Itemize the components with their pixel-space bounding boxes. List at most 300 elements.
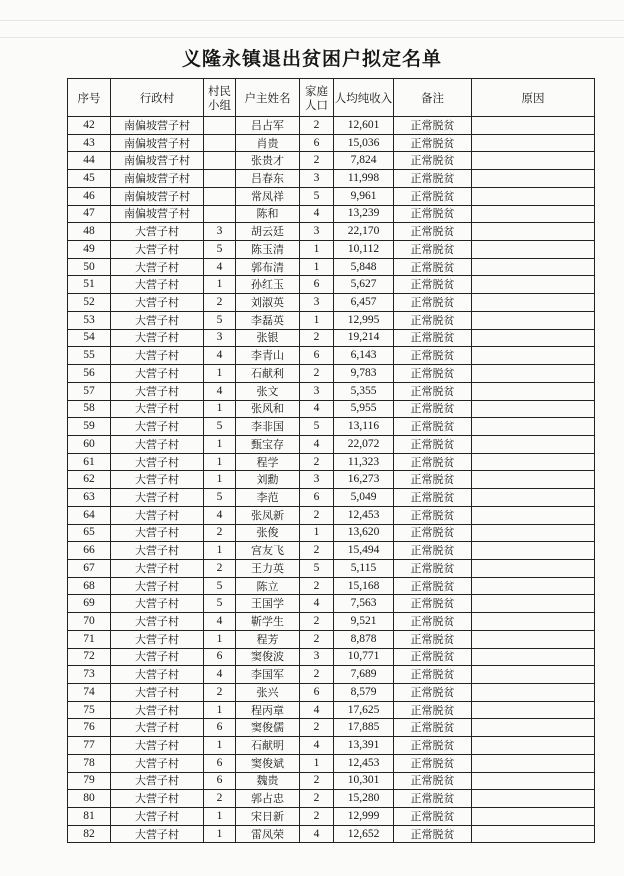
cell-income: 9,783	[334, 365, 394, 383]
cell-serial: 57	[68, 382, 111, 400]
cell-group: 5	[204, 595, 236, 613]
table-row	[68, 772, 595, 790]
cell-reason	[472, 418, 595, 436]
cell-reason	[472, 258, 595, 276]
cell-remark: 正常脱贫	[394, 559, 472, 577]
cell-village: 大营子村	[111, 825, 204, 843]
cell-family-size: 4	[300, 400, 334, 418]
cell-household-head: 吕春东	[236, 170, 300, 188]
cell-reason	[472, 223, 595, 241]
cell-village: 大营子村	[111, 808, 204, 826]
table-row	[68, 471, 595, 489]
cell-reason	[472, 276, 595, 294]
cell-income: 15,494	[334, 542, 394, 560]
cell-village: 大营子村	[111, 276, 204, 294]
cell-village: 大营子村	[111, 294, 204, 312]
cell-remark: 正常脱贫	[394, 542, 472, 560]
cell-family-size: 3	[300, 471, 334, 489]
cell-village: 大营子村	[111, 329, 204, 347]
cell-serial: 51	[68, 276, 111, 294]
cell-serial: 76	[68, 719, 111, 737]
cell-income: 17,885	[334, 719, 394, 737]
cell-household-head: 常凤祥	[236, 187, 300, 205]
cell-group: 6	[204, 648, 236, 666]
cell-group: 1	[204, 400, 236, 418]
cell-serial: 72	[68, 648, 111, 666]
cell-group: 1	[204, 542, 236, 560]
cell-family-size: 1	[300, 754, 334, 772]
cell-serial: 69	[68, 595, 111, 613]
cell-village: 大营子村	[111, 223, 204, 241]
cell-village: 南偏坡营子村	[111, 170, 204, 188]
cell-household-head: 孙红玉	[236, 276, 300, 294]
cell-household-head: 程学	[236, 453, 300, 471]
cell-reason	[472, 205, 595, 223]
cell-serial: 42	[68, 117, 111, 135]
cell-serial: 53	[68, 311, 111, 329]
cell-household-head: 甄宝存	[236, 435, 300, 453]
scan-artifact	[0, 20, 624, 21]
cell-family-size: 6	[300, 276, 334, 294]
cell-family-size: 2	[300, 613, 334, 631]
cell-group: 5	[204, 418, 236, 436]
cell-serial: 44	[68, 152, 111, 170]
cell-reason	[472, 772, 595, 790]
cell-household-head: 刘淑英	[236, 294, 300, 312]
cell-household-head: 郭占忠	[236, 790, 300, 808]
table-row	[68, 506, 595, 524]
cell-family-size: 4	[300, 205, 334, 223]
cell-reason	[472, 666, 595, 684]
cell-group: 1	[204, 808, 236, 826]
cell-household-head: 李青山	[236, 347, 300, 365]
cell-group: 3	[204, 223, 236, 241]
poverty-exit-table	[67, 78, 595, 843]
cell-family-size: 2	[300, 719, 334, 737]
cell-reason	[472, 701, 595, 719]
cell-remark: 正常脱贫	[394, 205, 472, 223]
cell-income: 17,625	[334, 701, 394, 719]
cell-reason	[472, 453, 595, 471]
cell-remark: 正常脱贫	[394, 701, 472, 719]
cell-remark: 正常脱贫	[394, 489, 472, 507]
cell-group: 1	[204, 435, 236, 453]
cell-remark: 正常脱贫	[394, 577, 472, 595]
cell-group: 4	[204, 347, 236, 365]
cell-reason	[472, 577, 595, 595]
cell-remark: 正常脱贫	[394, 772, 472, 790]
cell-serial: 74	[68, 684, 111, 702]
cell-household-head: 李国军	[236, 666, 300, 684]
cell-household-head: 张俊	[236, 524, 300, 542]
cell-income: 5,627	[334, 276, 394, 294]
cell-household-head: 窦俊波	[236, 648, 300, 666]
cell-income: 16,273	[334, 471, 394, 489]
cell-village: 南偏坡营子村	[111, 187, 204, 205]
cell-household-head: 张贵才	[236, 152, 300, 170]
table-row	[68, 382, 595, 400]
cell-village: 大营子村	[111, 347, 204, 365]
cell-household-head: 陈和	[236, 205, 300, 223]
cell-reason	[472, 471, 595, 489]
cell-income: 15,036	[334, 134, 394, 152]
cell-income: 7,563	[334, 595, 394, 613]
cell-reason	[472, 684, 595, 702]
cell-income: 8,579	[334, 684, 394, 702]
cell-household-head: 窦俊儒	[236, 719, 300, 737]
cell-income: 5,115	[334, 559, 394, 577]
cell-group: 5	[204, 489, 236, 507]
table-row	[68, 666, 595, 684]
table-row	[68, 577, 595, 595]
cell-group: 5	[204, 241, 236, 259]
cell-group: 1	[204, 701, 236, 719]
cell-remark: 正常脱贫	[394, 808, 472, 826]
cell-village: 大营子村	[111, 471, 204, 489]
cell-family-size: 3	[300, 648, 334, 666]
cell-village: 南偏坡营子村	[111, 134, 204, 152]
cell-village: 大营子村	[111, 684, 204, 702]
cell-remark: 正常脱贫	[394, 435, 472, 453]
cell-reason	[472, 134, 595, 152]
cell-village: 大营子村	[111, 365, 204, 383]
header-income: 人均纯收入	[334, 79, 394, 117]
cell-remark: 正常脱贫	[394, 754, 472, 772]
table-row	[68, 648, 595, 666]
cell-group	[204, 152, 236, 170]
cell-reason	[472, 117, 595, 135]
table-row	[68, 276, 595, 294]
cell-serial: 78	[68, 754, 111, 772]
cell-income: 12,995	[334, 311, 394, 329]
cell-village: 南偏坡营子村	[111, 205, 204, 223]
cell-household-head: 肖贵	[236, 134, 300, 152]
cell-family-size: 2	[300, 666, 334, 684]
cell-remark: 正常脱贫	[394, 258, 472, 276]
cell-income: 10,301	[334, 772, 394, 790]
table-row	[68, 134, 595, 152]
cell-family-size: 2	[300, 365, 334, 383]
cell-reason	[472, 187, 595, 205]
cell-income: 11,323	[334, 453, 394, 471]
cell-household-head: 李磊英	[236, 311, 300, 329]
cell-remark: 正常脱贫	[394, 666, 472, 684]
cell-village: 大营子村	[111, 559, 204, 577]
cell-family-size: 2	[300, 329, 334, 347]
cell-serial: 79	[68, 772, 111, 790]
cell-village: 大营子村	[111, 613, 204, 631]
header-village: 行政村	[111, 79, 204, 117]
cell-household-head: 宫友飞	[236, 542, 300, 560]
table-row	[68, 329, 595, 347]
header-group: 村民小组	[204, 79, 236, 117]
cell-serial: 80	[68, 790, 111, 808]
cell-village: 南偏坡营子村	[111, 152, 204, 170]
cell-village: 南偏坡营子村	[111, 117, 204, 135]
cell-village: 大营子村	[111, 542, 204, 560]
cell-village: 大营子村	[111, 719, 204, 737]
cell-income: 10,771	[334, 648, 394, 666]
cell-serial: 46	[68, 187, 111, 205]
table-row	[68, 808, 595, 826]
cell-income: 9,961	[334, 187, 394, 205]
table-row	[68, 825, 595, 843]
table-row	[68, 559, 595, 577]
cell-family-size: 1	[300, 524, 334, 542]
cell-remark: 正常脱贫	[394, 294, 472, 312]
cell-serial: 45	[68, 170, 111, 188]
cell-village: 大营子村	[111, 258, 204, 276]
cell-household-head: 张风和	[236, 400, 300, 418]
table-row	[68, 400, 595, 418]
cell-remark: 正常脱贫	[394, 790, 472, 808]
cell-reason	[472, 311, 595, 329]
cell-serial: 56	[68, 365, 111, 383]
cell-reason	[472, 170, 595, 188]
cell-family-size: 5	[300, 418, 334, 436]
cell-family-size: 3	[300, 223, 334, 241]
cell-village: 大营子村	[111, 524, 204, 542]
cell-serial: 52	[68, 294, 111, 312]
cell-income: 7,824	[334, 152, 394, 170]
cell-serial: 70	[68, 613, 111, 631]
cell-family-size: 3	[300, 294, 334, 312]
cell-household-head: 石献利	[236, 365, 300, 383]
cell-income: 11,998	[334, 170, 394, 188]
cell-household-head: 陈玉清	[236, 241, 300, 259]
cell-remark: 正常脱贫	[394, 311, 472, 329]
cell-family-size: 3	[300, 382, 334, 400]
cell-group: 2	[204, 790, 236, 808]
cell-reason	[472, 825, 595, 843]
cell-income: 15,168	[334, 577, 394, 595]
cell-household-head: 程芳	[236, 630, 300, 648]
table-row	[68, 754, 595, 772]
cell-remark: 正常脱贫	[394, 825, 472, 843]
cell-household-head: 王国学	[236, 595, 300, 613]
cell-household-head: 魏贵	[236, 772, 300, 790]
cell-serial: 50	[68, 258, 111, 276]
cell-reason	[472, 719, 595, 737]
cell-group: 2	[204, 559, 236, 577]
cell-remark: 正常脱贫	[394, 241, 472, 259]
cell-serial: 47	[68, 205, 111, 223]
cell-remark: 正常脱贫	[394, 329, 472, 347]
cell-income: 6,457	[334, 294, 394, 312]
cell-reason	[472, 754, 595, 772]
cell-serial: 67	[68, 559, 111, 577]
cell-group: 6	[204, 772, 236, 790]
table-row	[68, 205, 595, 223]
cell-family-size: 1	[300, 241, 334, 259]
cell-reason	[472, 382, 595, 400]
cell-family-size: 2	[300, 542, 334, 560]
cell-income: 12,601	[334, 117, 394, 135]
cell-household-head: 陈立	[236, 577, 300, 595]
cell-reason	[472, 524, 595, 542]
cell-household-head: 张兴	[236, 684, 300, 702]
cell-village: 大营子村	[111, 737, 204, 755]
cell-income: 6,143	[334, 347, 394, 365]
cell-remark: 正常脱贫	[394, 719, 472, 737]
cell-family-size: 4	[300, 595, 334, 613]
table-row	[68, 595, 595, 613]
cell-group: 2	[204, 684, 236, 702]
cell-serial: 48	[68, 223, 111, 241]
cell-reason	[472, 542, 595, 560]
document-title: 义隆永镇退出贫困户拟定名单	[181, 48, 442, 70]
cell-village: 大营子村	[111, 418, 204, 436]
cell-family-size: 6	[300, 347, 334, 365]
cell-household-head: 宋日新	[236, 808, 300, 826]
header-family-size: 家庭人口	[300, 79, 334, 117]
cell-village: 大营子村	[111, 311, 204, 329]
cell-village: 大营子村	[111, 595, 204, 613]
cell-family-size: 2	[300, 577, 334, 595]
cell-remark: 正常脱贫	[394, 524, 472, 542]
cell-group: 6	[204, 754, 236, 772]
table-row	[68, 701, 595, 719]
cell-village: 大营子村	[111, 772, 204, 790]
cell-reason	[472, 365, 595, 383]
cell-village: 大营子村	[111, 506, 204, 524]
cell-serial: 43	[68, 134, 111, 152]
cell-income: 22,170	[334, 223, 394, 241]
cell-group: 4	[204, 506, 236, 524]
cell-group: 2	[204, 524, 236, 542]
cell-village: 大营子村	[111, 577, 204, 595]
cell-family-size: 4	[300, 737, 334, 755]
cell-serial: 73	[68, 666, 111, 684]
cell-reason	[472, 559, 595, 577]
cell-income: 19,214	[334, 329, 394, 347]
cell-family-size: 6	[300, 489, 334, 507]
cell-income: 5,049	[334, 489, 394, 507]
table-row	[68, 684, 595, 702]
cell-group: 4	[204, 382, 236, 400]
cell-serial: 68	[68, 577, 111, 595]
cell-family-size: 4	[300, 825, 334, 843]
cell-income: 10,112	[334, 241, 394, 259]
table-row	[68, 489, 595, 507]
table-row	[68, 241, 595, 259]
cell-family-size: 4	[300, 435, 334, 453]
table-header-row	[68, 79, 595, 117]
cell-income: 8,878	[334, 630, 394, 648]
cell-remark: 正常脱贫	[394, 223, 472, 241]
table-row	[68, 613, 595, 631]
cell-remark: 正常脱贫	[394, 506, 472, 524]
scan-artifact	[0, 37, 624, 38]
cell-family-size: 6	[300, 134, 334, 152]
cell-income: 5,355	[334, 382, 394, 400]
cell-village: 大营子村	[111, 754, 204, 772]
cell-remark: 正常脱贫	[394, 613, 472, 631]
cell-group: 4	[204, 613, 236, 631]
cell-group	[204, 170, 236, 188]
cell-income: 13,391	[334, 737, 394, 755]
cell-reason	[472, 489, 595, 507]
cell-group: 1	[204, 737, 236, 755]
cell-household-head: 李范	[236, 489, 300, 507]
cell-household-head: 张文	[236, 382, 300, 400]
cell-village: 大营子村	[111, 630, 204, 648]
header-reason: 原因	[472, 79, 595, 117]
table-row	[68, 542, 595, 560]
cell-remark: 正常脱贫	[394, 595, 472, 613]
cell-remark: 正常脱贫	[394, 187, 472, 205]
cell-village: 大营子村	[111, 648, 204, 666]
cell-reason	[472, 737, 595, 755]
cell-family-size: 2	[300, 808, 334, 826]
cell-serial: 63	[68, 489, 111, 507]
table-row	[68, 719, 595, 737]
cell-reason	[472, 400, 595, 418]
cell-family-size: 5	[300, 187, 334, 205]
cell-village: 大营子村	[111, 435, 204, 453]
cell-income: 5,848	[334, 258, 394, 276]
cell-serial: 62	[68, 471, 111, 489]
cell-reason	[472, 435, 595, 453]
table-row	[68, 170, 595, 188]
cell-serial: 58	[68, 400, 111, 418]
cell-group	[204, 117, 236, 135]
table-row	[68, 453, 595, 471]
cell-income: 5,955	[334, 400, 394, 418]
cell-family-size: 3	[300, 170, 334, 188]
cell-group: 5	[204, 577, 236, 595]
cell-family-size: 1	[300, 311, 334, 329]
cell-serial: 82	[68, 825, 111, 843]
cell-family-size: 2	[300, 506, 334, 524]
cell-group: 2	[204, 294, 236, 312]
cell-group	[204, 205, 236, 223]
cell-household-head: 王力英	[236, 559, 300, 577]
cell-remark: 正常脱贫	[394, 453, 472, 471]
cell-household-head: 吕占军	[236, 117, 300, 135]
cell-remark: 正常脱贫	[394, 365, 472, 383]
cell-income: 12,652	[334, 825, 394, 843]
cell-household-head: 张银	[236, 329, 300, 347]
cell-income: 9,521	[334, 613, 394, 631]
cell-household-head: 李非国	[236, 418, 300, 436]
cell-reason	[472, 648, 595, 666]
table-row	[68, 737, 595, 755]
cell-family-size: 2	[300, 453, 334, 471]
table-row	[68, 365, 595, 383]
cell-household-head: 胡云廷	[236, 223, 300, 241]
cell-serial: 71	[68, 630, 111, 648]
cell-group: 3	[204, 329, 236, 347]
cell-remark: 正常脱贫	[394, 684, 472, 702]
table-row	[68, 117, 595, 135]
cell-group: 4	[204, 258, 236, 276]
cell-group: 1	[204, 825, 236, 843]
cell-serial: 75	[68, 701, 111, 719]
cell-family-size: 2	[300, 117, 334, 135]
cell-serial: 60	[68, 435, 111, 453]
cell-income: 13,116	[334, 418, 394, 436]
table-row	[68, 258, 595, 276]
cell-income: 13,620	[334, 524, 394, 542]
cell-serial: 61	[68, 453, 111, 471]
header-remark: 备注	[394, 79, 472, 117]
cell-income: 15,280	[334, 790, 394, 808]
cell-family-size: 1	[300, 258, 334, 276]
table-row	[68, 435, 595, 453]
cell-family-size: 2	[300, 772, 334, 790]
cell-reason	[472, 790, 595, 808]
